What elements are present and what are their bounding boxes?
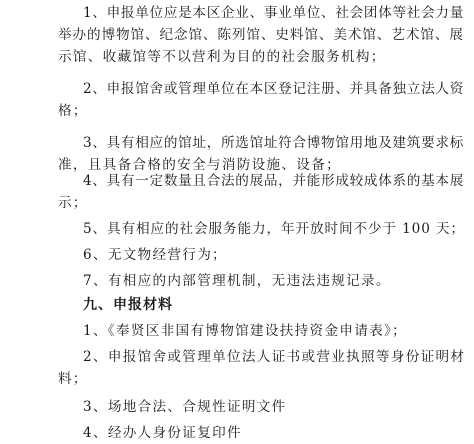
requirement-2-line-2: 格；	[58, 103, 88, 119]
requirement-5-line-1: 5、具有相应的社会服务能力，年开放时间不少于 100 天；	[83, 221, 465, 237]
requirement-7-line-1: 7、有相应的内部管理机制，无违法违规记录。	[83, 273, 391, 289]
material-2-line-2: 料；	[58, 371, 88, 387]
section-title: 九、申报材料	[83, 297, 173, 313]
requirement-1-line-2: 举办的博物馆、纪念馆、陈列馆、史料馆、美术馆、艺术馆、展	[58, 27, 464, 43]
requirement-3-line-2: 准，且具备合格的安全与消防设施、设备；	[58, 157, 341, 173]
material-2-line-1: 2、申报馆舍或管理单位法人证书或营业执照等身份证明材	[83, 349, 466, 365]
requirement-2-line-1: 2、申报馆舍或管理单位在本区登记注册、并具备独立法人资	[83, 81, 464, 97]
material-4-line-1: 4、经办人身份证复印件	[83, 425, 242, 441]
requirement-4-line-1: 4、具有一定数量且合法的展品，并能形成较成体系的基本展	[83, 173, 464, 189]
requirement-4-line-2: 示；	[58, 195, 88, 211]
material-3-line-1: 3、场地合法、合规性证明文件	[83, 399, 287, 415]
material-1-line-1: 1、《奉贤区非国有博物馆建设扶持资金申请表》；	[83, 323, 408, 339]
requirement-3-line-1: 3、具有相应的馆址，所选馆址符合博物馆用地及建筑要求标	[83, 135, 464, 151]
requirement-1-line-1: 1、申报单位应是本区企业、事业单位、社会团体等社会力量	[83, 5, 464, 21]
requirement-1-line-3: 示馆、收藏馆等不以营利为目的的社会服务机构；	[58, 49, 386, 65]
requirement-6-line-1: 6、无文物经营行为；	[83, 247, 227, 263]
